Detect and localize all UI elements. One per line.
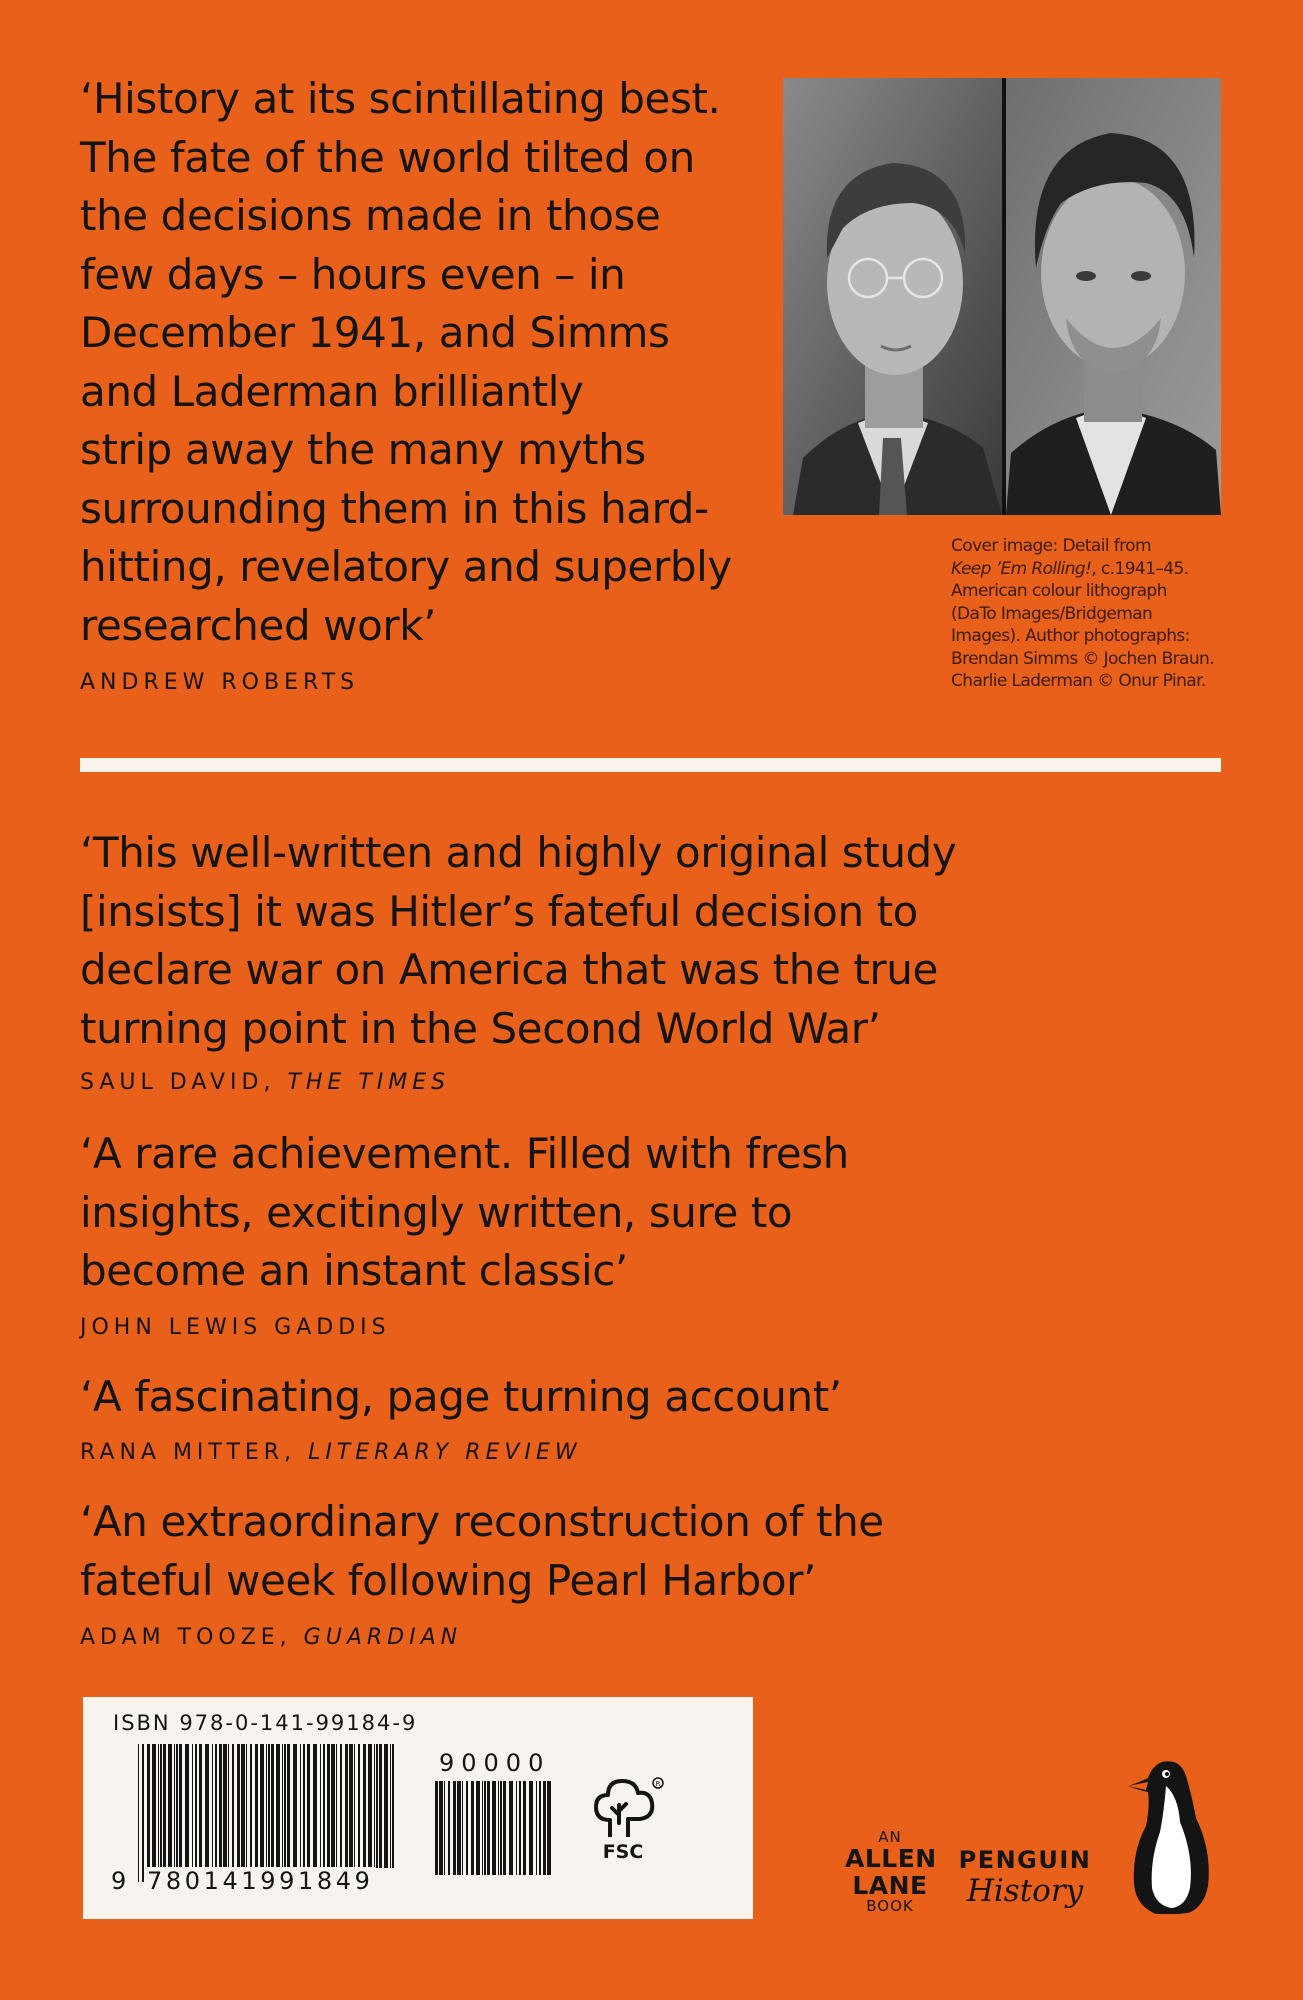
barcode-bar bbox=[215, 1744, 217, 1868]
price-code: 90000 bbox=[439, 1749, 551, 1777]
barcode-bar bbox=[228, 1744, 229, 1868]
author-photo-charlie-laderman bbox=[1006, 78, 1221, 515]
svg-text:R: R bbox=[655, 1780, 661, 1788]
barcode-bar bbox=[276, 1744, 280, 1868]
barcode-bar bbox=[199, 1744, 202, 1868]
quote-adam-tooze: ‘An extraordinary reconstruction of the fateful week following Pearl Harbor’ bbox=[80, 1497, 884, 1605]
attribution-author: ADAM TOOZE, bbox=[80, 1625, 304, 1650]
barcode-bar bbox=[176, 1744, 178, 1868]
barcode-bar bbox=[509, 1781, 513, 1875]
credits-line2: , c.1941–45. American colour lithograph (DaTo Images/Bridgeman Images). Author photographs: Brendan Simms © Jochen Braun. Charlie Laderman © Onur Pinar. bbox=[951, 558, 1214, 691]
credits-artwork-title: Keep ’Em Rolling! bbox=[951, 558, 1092, 579]
barcode-bar bbox=[282, 1744, 283, 1868]
barcode-bar bbox=[323, 1744, 325, 1868]
barcode-bar bbox=[174, 1744, 175, 1868]
barcode-bar bbox=[205, 1744, 209, 1868]
attribution-author: SAUL DAVID, bbox=[80, 1070, 288, 1095]
barcode-bar bbox=[462, 1781, 463, 1875]
barcode-bar bbox=[179, 1744, 182, 1868]
barcode-bar bbox=[246, 1744, 247, 1868]
barcode-bar bbox=[536, 1781, 537, 1875]
barcode-bar bbox=[237, 1744, 240, 1868]
barcode-bar bbox=[539, 1781, 541, 1875]
barcode-bar bbox=[255, 1744, 258, 1868]
attribution-andrew-roberts bbox=[80, 670, 359, 695]
barcode-bar bbox=[503, 1781, 506, 1875]
barcode-bar bbox=[271, 1744, 274, 1868]
barcode-bar bbox=[439, 1781, 443, 1875]
barcode-bar bbox=[457, 1781, 461, 1875]
attribution-saul-david bbox=[80, 1070, 450, 1095]
barcode-bar bbox=[345, 1744, 348, 1882]
barcode-bar bbox=[185, 1744, 189, 1868]
fsc-tree-icon bbox=[588, 1775, 668, 1845]
allen-lane-lane: LANE bbox=[852, 1871, 928, 1900]
barcode-bar bbox=[168, 1744, 172, 1868]
barcode-bar bbox=[192, 1744, 193, 1868]
penguin-logo-icon bbox=[1122, 1756, 1220, 1924]
barcode-bar bbox=[158, 1744, 159, 1868]
barcode-bar bbox=[444, 1781, 445, 1875]
barcode-bar bbox=[471, 1781, 474, 1875]
barcode-bar bbox=[300, 1744, 301, 1868]
barcode-bar bbox=[287, 1744, 290, 1868]
barcode-bar bbox=[487, 1781, 490, 1875]
barcode-bar bbox=[547, 1781, 551, 1875]
barcode-bar bbox=[453, 1781, 456, 1875]
barcode-bar bbox=[219, 1744, 222, 1868]
attribution-publication: LITERARY REVIEW bbox=[308, 1440, 582, 1465]
barcode-bar bbox=[376, 1744, 378, 1868]
barcode-lead-digit: 9 bbox=[111, 1867, 127, 1895]
barcode-bar bbox=[448, 1781, 450, 1875]
barcode-bar bbox=[147, 1744, 150, 1868]
barcode-bar bbox=[354, 1744, 355, 1868]
barcode-bar bbox=[543, 1781, 546, 1875]
barcode-bar bbox=[313, 1744, 317, 1868]
barcode-bar bbox=[523, 1781, 526, 1875]
barcode-bar bbox=[392, 1744, 394, 1868]
barcode-bar bbox=[390, 1744, 391, 1868]
barcode-bar bbox=[160, 1744, 162, 1868]
barcode-bar bbox=[492, 1781, 496, 1875]
barcode-bar bbox=[358, 1744, 360, 1868]
barcode-bar bbox=[284, 1744, 286, 1868]
cover-credits bbox=[951, 535, 1231, 693]
barcode-bar bbox=[268, 1744, 270, 1868]
quote-john-lewis-gaddis: ‘A rare achievement. Filled with fresh insights, excitingly written, sure to become an instant classic’ bbox=[80, 1129, 849, 1295]
price-barcode bbox=[435, 1781, 553, 1889]
barcode-bar bbox=[293, 1744, 297, 1868]
quote-andrew-roberts: ‘History at its scintillating best. The fate of the world tilted on the decisions made in those few days – hours even – in December 1941, and Simms and Laderman brilliantly strip away the many myths surrounding them in this hard- hitting, revelatory and superbly researched work’ bbox=[80, 74, 732, 650]
barcode-bar bbox=[303, 1744, 305, 1868]
penguin-wordmark: PENGUIN bbox=[958, 1846, 1092, 1874]
allen-lane-an: AN bbox=[878, 1828, 902, 1846]
author-photographs bbox=[783, 78, 1221, 515]
barcode-bar bbox=[484, 1781, 486, 1875]
barcode-bar bbox=[482, 1781, 483, 1875]
barcode-bar bbox=[138, 1744, 139, 1882]
barcode-bar bbox=[266, 1744, 267, 1868]
barcode-bar bbox=[250, 1744, 252, 1868]
barcode-bar bbox=[241, 1744, 245, 1882]
penguin-history-imprint bbox=[955, 1846, 1095, 1908]
barcode-bar bbox=[212, 1744, 213, 1868]
barcode-bar bbox=[500, 1781, 502, 1875]
author-photo-brendan-simms bbox=[783, 78, 1002, 515]
barcode-bar bbox=[368, 1744, 372, 1868]
isbn-label: ISBN 978-0-141-99184-9 bbox=[113, 1711, 418, 1735]
barcode-bar bbox=[320, 1744, 321, 1868]
barcode-bar bbox=[466, 1781, 468, 1875]
attribution-john-lewis-gaddis bbox=[80, 1315, 391, 1340]
barcode-bar bbox=[307, 1744, 310, 1868]
fsc-label: FSC bbox=[602, 1841, 644, 1863]
section-divider bbox=[80, 758, 1221, 772]
barcode-bar bbox=[336, 1744, 337, 1868]
barcode-bar bbox=[516, 1781, 517, 1875]
barcode-bar bbox=[232, 1744, 234, 1868]
attribution-publication: GUARDIAN bbox=[303, 1625, 463, 1650]
credits-line1: Cover image: Detail from bbox=[951, 536, 1151, 556]
barcode-bar bbox=[331, 1744, 335, 1868]
barcode-bar bbox=[374, 1744, 375, 1868]
quote-saul-david: ‘This well-written and highly original study [insists] it was Hitler’s fateful decision to declare war on America that was the true turning point in the Second World War’ bbox=[80, 828, 957, 1053]
barcode-bar bbox=[327, 1744, 330, 1868]
barcode-bar bbox=[152, 1744, 156, 1868]
barcode-bar bbox=[529, 1781, 533, 1875]
barcode-bar bbox=[223, 1744, 227, 1868]
quote-rana-mitter: ‘A fascinating, page turning account’ bbox=[80, 1372, 842, 1421]
barcode-bar bbox=[435, 1781, 438, 1875]
allen-lane-imprint bbox=[845, 1830, 935, 1914]
barcode-bar bbox=[519, 1781, 521, 1875]
attribution-rana-mitter bbox=[80, 1440, 582, 1465]
allen-lane-book: BOOK bbox=[866, 1897, 914, 1915]
barcode-bar bbox=[349, 1744, 353, 1868]
barcode-bar bbox=[260, 1744, 264, 1868]
attribution-author: RANA MITTER, bbox=[80, 1440, 309, 1465]
barcode-panel bbox=[83, 1697, 753, 1919]
barcode-bar bbox=[195, 1744, 197, 1868]
barcode-bar bbox=[476, 1781, 480, 1875]
allen-lane-allen: ALLEN bbox=[845, 1844, 937, 1873]
attribution-author: ANDREW ROBERTS bbox=[80, 670, 360, 695]
barcode-bar bbox=[379, 1744, 382, 1868]
attribution-publication: THE TIMES bbox=[287, 1070, 451, 1095]
barcode-bar bbox=[163, 1744, 166, 1868]
isbn-barcode bbox=[138, 1744, 398, 1882]
barcode-bar bbox=[363, 1744, 366, 1868]
fsc-logo bbox=[588, 1775, 668, 1885]
barcode-bar bbox=[384, 1744, 388, 1868]
series-name: History bbox=[966, 1873, 1084, 1909]
barcode-bar bbox=[142, 1744, 144, 1882]
barcode-bar bbox=[498, 1781, 499, 1875]
attribution-adam-tooze bbox=[80, 1625, 462, 1650]
attribution-author: JOHN LEWIS GADDIS bbox=[80, 1315, 391, 1340]
barcode-bar bbox=[340, 1744, 342, 1868]
barcode-digits: 780141991849 bbox=[147, 1867, 374, 1895]
